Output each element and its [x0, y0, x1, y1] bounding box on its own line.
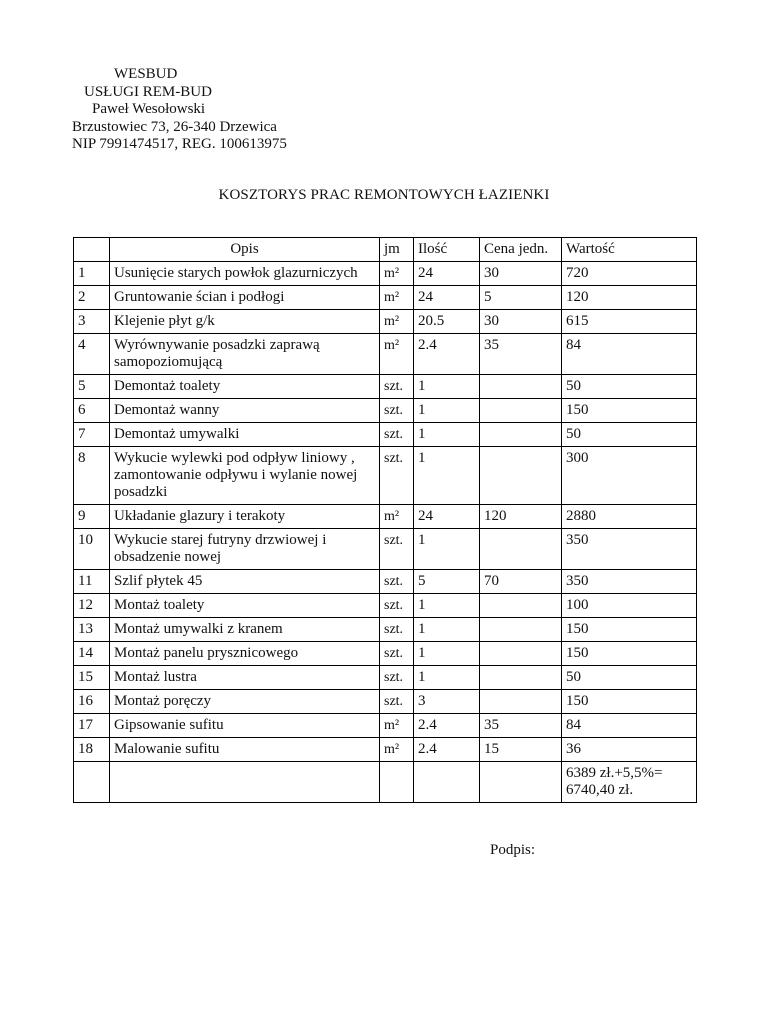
cell-unit: szt.: [380, 642, 414, 666]
cell-no: 3: [74, 310, 110, 334]
header-price: Cena jedn.: [480, 238, 562, 262]
cell-unit: m²: [380, 738, 414, 762]
cell-qty: 1: [414, 618, 480, 642]
cell-desc: Montaż umywalki z kranem: [110, 618, 380, 642]
cell-price: [480, 447, 562, 505]
cell-no: 9: [74, 505, 110, 529]
cell-qty: 2.4: [414, 714, 480, 738]
document-title: KOSZTORYS PRAC REMONTOWYCH ŁAZIENKI: [218, 187, 550, 203]
company-ids: NIP 7991474517, REG. 100613975: [72, 136, 287, 152]
header-value: Wartość: [562, 238, 697, 262]
table-header-row: [74, 238, 697, 262]
cell-unit: m²: [380, 714, 414, 738]
table-row: [74, 529, 697, 570]
table-row: [74, 666, 697, 690]
cell-qty: 2.4: [414, 334, 480, 375]
cell-desc: Montaż poręczy: [110, 690, 380, 714]
cell-price: [480, 690, 562, 714]
cell-desc: Gipsowanie sufitu: [110, 714, 380, 738]
cell-value: 84: [562, 334, 697, 375]
cell-qty: 3: [414, 690, 480, 714]
total-empty-cell: [110, 762, 380, 803]
total-empty-cell: [380, 762, 414, 803]
cell-desc: Gruntowanie ścian i podłogi: [110, 286, 380, 310]
header-desc: Opis: [110, 238, 380, 262]
cell-price: 5: [480, 286, 562, 310]
total-empty-cell: [480, 762, 562, 803]
cell-desc: Wyrównywanie posadzki zaprawą samopoziomującą: [110, 334, 380, 375]
cell-value: 615: [562, 310, 697, 334]
cell-qty: 5: [414, 570, 480, 594]
company-header: [72, 66, 287, 154]
cell-value: 150: [562, 690, 697, 714]
table-row: [74, 714, 697, 738]
table-body: [74, 262, 697, 762]
table-row: [74, 399, 697, 423]
cell-price: [480, 423, 562, 447]
cell-unit: m²: [380, 310, 414, 334]
cell-unit: szt.: [380, 399, 414, 423]
cell-value: 150: [562, 399, 697, 423]
table-row: [74, 310, 697, 334]
cell-value: 350: [562, 529, 697, 570]
total-empty-cell: [414, 762, 480, 803]
company-address: Brzustowiec 73, 26-340 Drzewica: [72, 118, 277, 135]
cell-value: 720: [562, 262, 697, 286]
table-row: [74, 594, 697, 618]
table-row: [74, 262, 697, 286]
cell-qty: 1: [414, 423, 480, 447]
company-owner: Paweł Wesołowski: [92, 101, 206, 117]
cell-desc: Układanie glazury i terakoty: [110, 505, 380, 529]
cell-desc: Montaż toalety: [110, 594, 380, 618]
cell-qty: 1: [414, 447, 480, 505]
cell-no: 13: [74, 618, 110, 642]
cell-no: 18: [74, 738, 110, 762]
cell-price: [480, 399, 562, 423]
table-row: [74, 618, 697, 642]
cell-qty: 2.4: [414, 738, 480, 762]
header-qty: Ilość: [414, 238, 480, 262]
cell-desc: Malowanie sufitu: [110, 738, 380, 762]
cell-price: 70: [480, 570, 562, 594]
cell-qty: 1: [414, 399, 480, 423]
cell-unit: szt.: [380, 618, 414, 642]
cell-value: 36: [562, 738, 697, 762]
cell-unit: m²: [380, 334, 414, 375]
cell-no: 15: [74, 666, 110, 690]
cell-price: [480, 375, 562, 399]
cell-price: [480, 594, 562, 618]
company-name: WESBUD: [114, 66, 178, 82]
cell-no: 11: [74, 570, 110, 594]
cell-desc: Wykucie wylewki pod odpływ liniowy , zamontowanie odpływu i wylanie nowej posadzki: [110, 447, 380, 505]
total-value: 6389 zł.+5,5%= 6740,40 zł.: [562, 762, 697, 803]
cell-no: 10: [74, 529, 110, 570]
cell-price: 35: [480, 714, 562, 738]
cell-no: 6: [74, 399, 110, 423]
cell-unit: m²: [380, 262, 414, 286]
cell-qty: 1: [414, 642, 480, 666]
cell-qty: 1: [414, 594, 480, 618]
table-row: [74, 375, 697, 399]
cell-price: 30: [480, 262, 562, 286]
cell-qty: 1: [414, 529, 480, 570]
cell-value: 50: [562, 423, 697, 447]
total-empty-cell: [74, 762, 110, 803]
cell-qty: 24: [414, 262, 480, 286]
table-row: [74, 690, 697, 714]
cell-unit: m²: [380, 505, 414, 529]
cell-qty: 24: [414, 505, 480, 529]
cell-desc: Wykucie starej futryny drzwiowej i obsadzenie nowej: [110, 529, 380, 570]
company-service: USŁUGI REM-BUD: [84, 83, 212, 100]
cell-no: 5: [74, 375, 110, 399]
cell-desc: Demontaż toalety: [110, 375, 380, 399]
cell-desc: Demontaż umywalki: [110, 423, 380, 447]
cell-no: 2: [74, 286, 110, 310]
cell-no: 14: [74, 642, 110, 666]
cell-qty: 20.5: [414, 310, 480, 334]
cell-value: 150: [562, 618, 697, 642]
cell-unit: szt.: [380, 570, 414, 594]
cell-value: 150: [562, 642, 697, 666]
cell-no: 17: [74, 714, 110, 738]
table-row: [74, 570, 697, 594]
cell-value: 50: [562, 375, 697, 399]
cell-no: 7: [74, 423, 110, 447]
table-row: [74, 447, 697, 505]
table-row: [74, 738, 697, 762]
cell-price: 35: [480, 334, 562, 375]
cell-no: 12: [74, 594, 110, 618]
cell-no: 16: [74, 690, 110, 714]
cell-value: 100: [562, 594, 697, 618]
cell-unit: szt.: [380, 594, 414, 618]
cell-price: [480, 618, 562, 642]
cell-unit: szt.: [380, 529, 414, 570]
cell-value: 2880: [562, 505, 697, 529]
cell-unit: szt.: [380, 666, 414, 690]
cell-no: 1: [74, 262, 110, 286]
cell-desc: Demontaż wanny: [110, 399, 380, 423]
cell-price: 30: [480, 310, 562, 334]
cell-price: 120: [480, 505, 562, 529]
cell-price: [480, 642, 562, 666]
cost-estimate-table: [73, 237, 697, 803]
cell-price: 15: [480, 738, 562, 762]
cell-no: 4: [74, 334, 110, 375]
cell-price: [480, 666, 562, 690]
cell-value: 350: [562, 570, 697, 594]
cell-unit: szt.: [380, 423, 414, 447]
cell-qty: 1: [414, 666, 480, 690]
cell-price: [480, 529, 562, 570]
cell-value: 50: [562, 666, 697, 690]
header-unit: jm: [380, 238, 414, 262]
cell-desc: Montaż panelu prysznicowego: [110, 642, 380, 666]
cell-value: 120: [562, 286, 697, 310]
table-row: [74, 286, 697, 310]
cell-qty: 1: [414, 375, 480, 399]
table-row: [74, 334, 697, 375]
cell-qty: 24: [414, 286, 480, 310]
table-row: [74, 423, 697, 447]
total-row: [74, 762, 697, 803]
cell-desc: Klejenie płyt g/k: [110, 310, 380, 334]
signature-label: Podpis:: [490, 842, 536, 858]
cell-desc: Szlif płytek 45: [110, 570, 380, 594]
header-no: [74, 238, 110, 262]
cell-unit: szt.: [380, 375, 414, 399]
table-row: [74, 642, 697, 666]
cell-desc: Usunięcie starych powłok glazurniczych: [110, 262, 380, 286]
cell-unit: m²: [380, 286, 414, 310]
cell-unit: szt.: [380, 447, 414, 505]
cell-unit: szt.: [380, 690, 414, 714]
cell-no: 8: [74, 447, 110, 505]
cell-value: 300: [562, 447, 697, 505]
cell-desc: Montaż lustra: [110, 666, 380, 690]
table-row: [74, 505, 697, 529]
cell-value: 84: [562, 714, 697, 738]
